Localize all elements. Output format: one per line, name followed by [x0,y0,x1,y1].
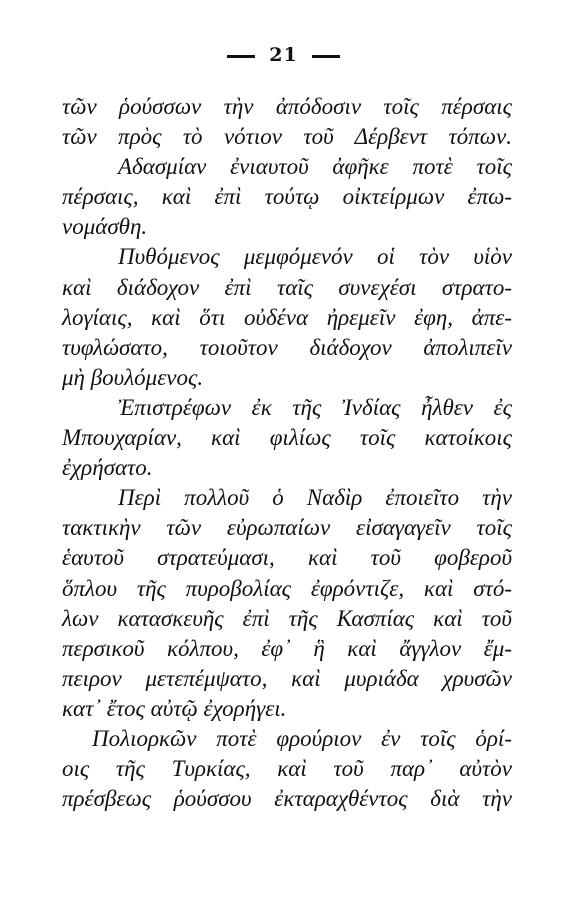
text-line: Αδασμίαν ἐνιαυτοῦ ἀφῆκε ποτὲ τοῖς [118,154,512,180]
text-line: τῶν ῥούσσων τὴν ἀπόδοσιν τοῖς πέρσαις [62,94,512,119]
text-line: Περὶ πολλοῦ ὁ Ναδὶρ ἐποιεῖτο τὴν [118,485,512,511]
page-number: 21 [269,44,298,66]
text-line: μὴ βουλόμενος. [62,364,204,390]
text-line: τυφλώσατο, τοιοῦτον διάδοχον ἀπολιπεῖν [62,334,512,360]
text-line: πέρσαις, καὶ ἐπὶ τούτῳ οἰκτείρμων ἐπω- [62,184,512,210]
text-line: περσικοῦ κόλπου, ἐφ᾽ ἣ καὶ ἄγγλον ἔμ- [62,635,512,661]
text-line: ὅπλου τῆς πυροβολίας ἐφρόντιζε, καὶ στό- [62,575,512,601]
body-text [62,92,512,814]
text-line: κατ᾽ ἔτος αὐτῷ ἐχορήγει. [62,695,287,721]
text-line: λογίαις, καὶ ὅτι οὐδένα ἠρεμεῖν ἐφη, ἀπε- [62,304,512,330]
text-line: Μπουχαρίαν, καὶ φιλίως τοῖς κατοίκοις [62,425,512,451]
text-line: καὶ διάδοχον ἐπὶ ταῖς συνεχέσι στρατο- [62,274,512,300]
page-header [0,44,567,66]
text-line: νομάσθη. [62,214,148,240]
text-line: Ἐπιστρέφων ἐκ τῆς Ἰνδίας ἦλθεν ἐς [118,394,512,420]
text-line: τῶν πρὸς τὸ νότιον τοῦ Δέρβεντ τόπων. [62,124,512,150]
text-line: ἑαυτοῦ στρατεύμασι, καὶ τοῦ φοβεροῦ [62,545,512,571]
text-line: οις τῆς Τυρκίας, καὶ τοῦ παρ᾽ αὐτὸν [62,756,512,782]
text-line: Πυθόμενος μεμφόμενόν οἱ τὸν υἱὸν [118,244,512,270]
text-line: ἐχρήσατο. [62,455,153,481]
text-line: λων κατασκευῆς ἐπὶ τῆς Κασπίας καὶ τοῦ [62,605,512,631]
header-dash-left [227,55,255,58]
text-line: πρέσβεως ῥούσσου ἐκταραχθέντος διὰ τὴν [62,786,512,812]
text-line: πειρον μετεπέμψατο, καὶ μυριάδα χρυσῶν [62,665,512,691]
text-line: τακτικὴν τῶν εὐρωπαίων εἰσαγαγεῖν τοῖς [62,515,512,541]
text-line: Πολιορκῶν ποτὲ φρούριον ἐν τοῖς ὁρί- [92,725,512,751]
header-dash-right [312,55,340,58]
